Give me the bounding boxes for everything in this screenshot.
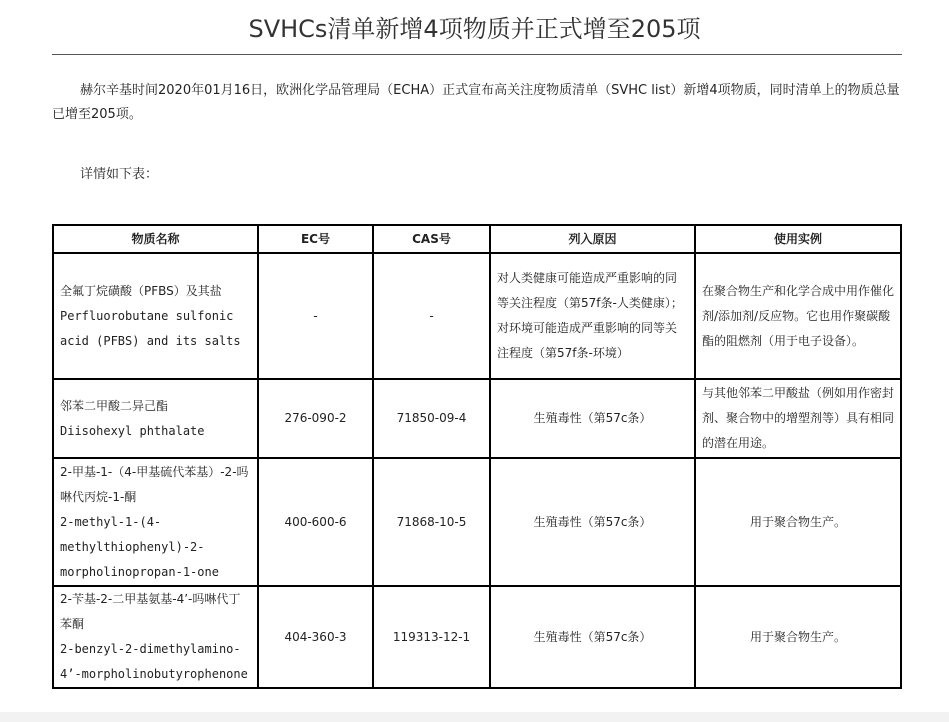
ec-number-cell: 400-600-6 (258, 458, 373, 586)
substance-name-en: Perfluorobutane sulfonic acid (PFBS) and its salts (60, 308, 241, 348)
cas-number-cell: 71850-09-4 (373, 379, 490, 458)
substance-name-zh: 2-甲基-1-（4-甲基硫代苯基）-2-吗啉代丙烷-1-酮 (60, 464, 249, 504)
table-row (53, 379, 901, 458)
substance-name-cell (53, 253, 258, 379)
header-reason: 列入原因 (490, 225, 695, 253)
title-divider (52, 54, 902, 55)
ec-number-cell: 276-090-2 (258, 379, 373, 458)
substance-name-zh: 2-苄基-2-二甲基氨基-4’-吗啉代丁苯酮 (60, 592, 241, 631)
table-row (53, 586, 901, 688)
ec-number-cell: - (258, 253, 373, 379)
reason-cell: 生殖毒性（第57c条） (490, 379, 695, 458)
header-substance-name: 物质名称 (53, 225, 258, 253)
cas-number-cell: 71868-10-5 (373, 458, 490, 586)
substance-name-en: 2-methyl-1-(4-methylthiophenyl)-2-morpholinopropan-1-one (60, 514, 219, 579)
detail-label: 详情如下表： (80, 167, 159, 182)
header-ec-number: EC号 (258, 225, 373, 253)
usage-cell: 在聚合物生产和化学合成中用作催化剂/添加剂/反应物。它也用作聚碳酸酯的阻燃剂（用于电子设备）。 (695, 253, 901, 379)
substance-name-en: 2-benzyl-2-dimethylamino-4’-morpholinobutyrophenone (60, 642, 248, 681)
ec-number-cell: 404-360-3 (258, 586, 373, 688)
substance-name-cell (53, 458, 258, 586)
substance-name-zh: 邻苯二甲酸二异己酯 (60, 398, 169, 413)
substance-name-cell (53, 379, 258, 458)
reason-cell: 生殖毒性（第57c条） (490, 586, 695, 688)
usage-cell: 用于聚合物生产。 (695, 458, 901, 586)
svhc-table (52, 224, 902, 689)
page-title: SVHCs清单新增4项物质并正式增至205项 (248, 15, 701, 43)
intro-paragraph: 赫尔辛基时间2020年01月16日，欧洲化学品管理局（ECHA）正式宣布高关注度物质清单（SVHC list）新增4项物质，同时清单上的物质总量已增至205项。 (52, 83, 900, 122)
usage-cell: 用于聚合物生产。 (695, 586, 901, 688)
reason-line: 对环境可能造成严重影响的同等关注程度（第57f条-环境） (497, 321, 678, 360)
page-footer-band (0, 712, 949, 722)
reason-line: 对人类健康可能造成严重影响的同等关注程度（第57f条-人类健康）； (497, 271, 683, 310)
header-cas-number: CAS号 (373, 225, 490, 253)
reason-cell (490, 253, 695, 379)
cas-number-cell: - (373, 253, 490, 379)
table-row (53, 253, 901, 379)
reason-cell: 生殖毒性（第57c条） (490, 458, 695, 586)
table-row (53, 458, 901, 586)
header-usage: 使用实例 (695, 225, 901, 253)
cas-number-cell: 119313-12-1 (373, 586, 490, 688)
table-header-row (53, 225, 901, 253)
substance-name-cell (53, 586, 258, 688)
usage-cell: 与其他邻苯二甲酸盐（例如用作密封剂、聚合物中的增塑剂等）具有相同的潜在用途。 (695, 379, 901, 458)
substance-name-zh: 全氟丁烷磺酸（PFBS）及其盐 (60, 283, 222, 298)
substance-name-en: Diisohexyl phthalate (60, 423, 205, 438)
